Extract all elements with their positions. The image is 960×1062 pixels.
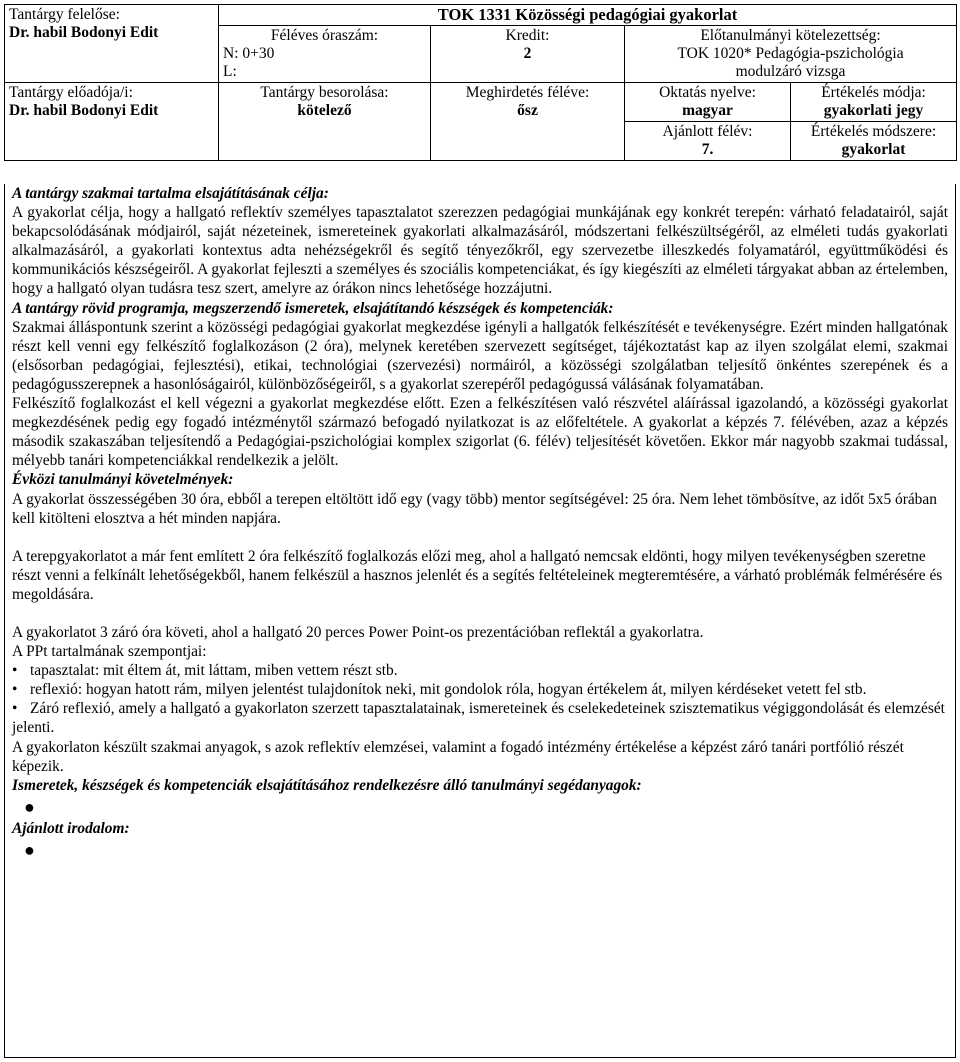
bullet-glyph: • <box>12 662 18 680</box>
bullet-text-1: tapasztalat: mit éltem át, mit láttam, miben vettem részt stb. <box>30 662 398 680</box>
semester-value: ősz <box>517 102 538 119</box>
spacer <box>12 528 948 547</box>
prerequisite-value-1: TOK 1020* Pedagógia-pszichológia <box>677 45 904 62</box>
bullet-text-2: reflexió: hogyan hatott rám, milyen jelentést tulajdonítok neki, mit gondolok róla, hogyan értékelem át, milyen kérdéseket vetett fel stb. <box>30 681 867 699</box>
assessment-method-label: Értékelés módszere: <box>810 123 937 140</box>
list-item <box>12 661 948 680</box>
assessment-method-cell <box>791 122 957 161</box>
semester-label: Meghirdetés féléve: <box>465 84 590 101</box>
course-header-table <box>4 4 957 161</box>
lecturer-label: Tantárgy előadója/i: <box>9 84 133 101</box>
hours-cell <box>219 26 431 83</box>
bullet-glyph: • <box>12 700 18 718</box>
hours-label: Féléves óraszám: <box>270 27 379 44</box>
lecturer-cell <box>5 83 219 161</box>
prerequisite-value-2: modulzáró vizsga <box>735 63 846 80</box>
assessment-method-value: gyakorlat <box>841 141 906 158</box>
assessment-type-cell <box>791 83 957 122</box>
recommended-semester-label: Ajánlott félév: <box>662 123 753 140</box>
assessment-type-value: gyakorlati jegy <box>823 102 924 119</box>
materials-heading: Ismeretek, készségek és kompetenciák elsajátításához rendelkezésre álló tanulmányi segédanyagok: <box>12 776 642 794</box>
bullet-glyph: • <box>12 681 18 699</box>
program-heading: A tantárgy rövid programja, megszerzendő ismeretek, elsajátítandó készségek és kompetenciák: <box>12 299 614 317</box>
spacer <box>12 604 948 623</box>
requirements-text-3: A gyakorlatot 3 záró óra követi, ahol a hallgató 20 perces Power Point-os prezentációban reflektál a gyakorlatra. <box>12 623 704 641</box>
literature-heading: Ajánlott irodalom: <box>12 819 130 837</box>
semester-cell <box>431 83 625 161</box>
classification-label: Tantárgy besorolása: <box>260 84 389 101</box>
lecturer-value: Dr. habil Bodonyi Edit <box>9 102 159 119</box>
responsible-label: Tantárgy felelőse: <box>9 6 120 23</box>
classification-value: kötelező <box>297 102 352 119</box>
credit-label: Kredit: <box>505 27 550 44</box>
prerequisite-cell <box>625 26 957 83</box>
language-label: Oktatás nyelve: <box>659 84 756 101</box>
empty-bullet: ● <box>24 839 35 860</box>
goal-text: A gyakorlat célja, hogy a hallgató reflektív személyes tapasztalatot szerezzen pedagógiai munkájának egy konkrét terepén: várható feladatairól, saját bekapcsolódásának módjairól, saját nézeteinek, ismereteinek gyakorlati alkalmazásáról, módszertani felkészültségéről, az elméleti tudás gyakorlati alkalmazásáról, a gyakorlati kontextus adta nehézségekről és segítő tényezőkről, egy szervezetbe illeszkedés folyamatáról, együttműködési és kommunikációs készségeiről. A gyakorlat fejleszti a személyes és szociális kompetenciákat, és így kiegészíti az elméleti tárgyakat abban az értelemben, hogy a hallgató olyan tudásra tesz szert, amelyre az órákon nincs lehetősége hozzájutni. <box>12 204 948 298</box>
credit-value: 2 <box>523 45 532 62</box>
credit-cell <box>431 26 625 83</box>
hours-l: L: <box>223 63 237 80</box>
responsible-value: Dr. habil Bodonyi Edit <box>9 24 159 41</box>
requirements-text-2: A terepgyakorlatot a már fent említett 2 óra felkészítő foglalkozás előzi meg, ahol a hallgató nemcsak eldönti, hogy milyen tevékenységben szeretne részt venni a felkínált lehetőségekből, hanem felkészül a hasznos jelenlét és a segítés feltételeinek megteremtésére, a várható problémák felmérésére és megoldására. <box>12 547 943 603</box>
hours-n: N: 0+30 <box>223 45 275 62</box>
empty-bullet: ● <box>24 796 35 817</box>
requirements-heading: Évközi tanulmányi követelmények: <box>12 471 234 489</box>
language-value: magyar <box>682 102 733 119</box>
program-text-1: Szakmai álláspontunk szerint a közösségi pedagógiai gyakorlat megkezdése igényli a hallgatók felkészítését e tevékenységre. Ezért minden hallgatónak részt kell venni egy felkészítő foglalkozáson (2 óra), melynek keretében szervezett segítséget, tájékoztatást kap az ilyen szolgálat elemi, szakmai (elsősorban pedagógiai, fejlesztési), etikai, technológiai (szervezési) normáiról, a közösségi szolgálatban teljesítő önkéntes szerepének és a pedagógusszerepnek a hasonlóságairól, különbözőségeiről, s a gyakorlat szerepéről pedagógussá válásának folyamatában. <box>12 318 948 393</box>
list-item <box>12 680 948 699</box>
bullet-text-3: Záró reflexió, amely a hallgató a gyakorlaton szerzett tapasztalatainak, ismereteinek és cselekedeteinek szisztematikus végiggondolását és elemzését jelenti. <box>12 700 945 737</box>
responsible-cell <box>5 5 219 83</box>
requirements-text-1: A gyakorlat összességében 30 óra, ebből a terepen eltöltött idő egy (vagy több) mentor segítségével: 25 óra. Nem lehet tömbösítve, az időt 5x5 órában kell kitölteni elosztva a hét minden napjára. <box>12 490 937 527</box>
recommended-semester-cell <box>625 122 791 161</box>
program-text-2: Felkészítő foglalkozást el kell végezni a gyakorlat megkezdése előtt. Ezen a felkészítésen való részvétel aláírással igazolandó, a közösségi gyakorlat megkezdésének pedig egy fogadó intézménytől származó befogadó nyilatkozat is az előfeltétele. A gyakorlat a képzés 7. félévében, azaz a képzés második szakaszában teljesítendő a Pedagógiai-pszichológiai komplex szigorlat (6. félév) teljesítését követően. Ekkor már nagyobb szakmai tudással, mélyebb tanári kompetenciákkal rendelkezik a jelölt. <box>12 395 948 470</box>
recommended-semester-value: 7. <box>701 141 714 158</box>
language-cell <box>625 83 791 122</box>
list-item <box>12 699 948 737</box>
classification-cell <box>219 83 431 161</box>
ppt-intro: A PPt tartalmának szempontjai: <box>12 643 207 661</box>
goal-heading: A tantárgy szakmai tartalma elsajátításának célja: <box>12 185 329 202</box>
assessment-type-label: Értékelés módja: <box>821 84 926 101</box>
prerequisite-label: Előtanulmányi kötelezettség: <box>700 27 881 44</box>
portfolio-text: A gyakorlaton készült szakmai anyagok, s azok reflektív elemzései, valamint a fogadó intézmény értékelése a képzést záró tanári portfólió részét képezik. <box>12 738 904 775</box>
course-description <box>4 184 956 1058</box>
course-title: TOK 1331 Közösségi pedagógiai gyakorlat <box>219 5 957 26</box>
